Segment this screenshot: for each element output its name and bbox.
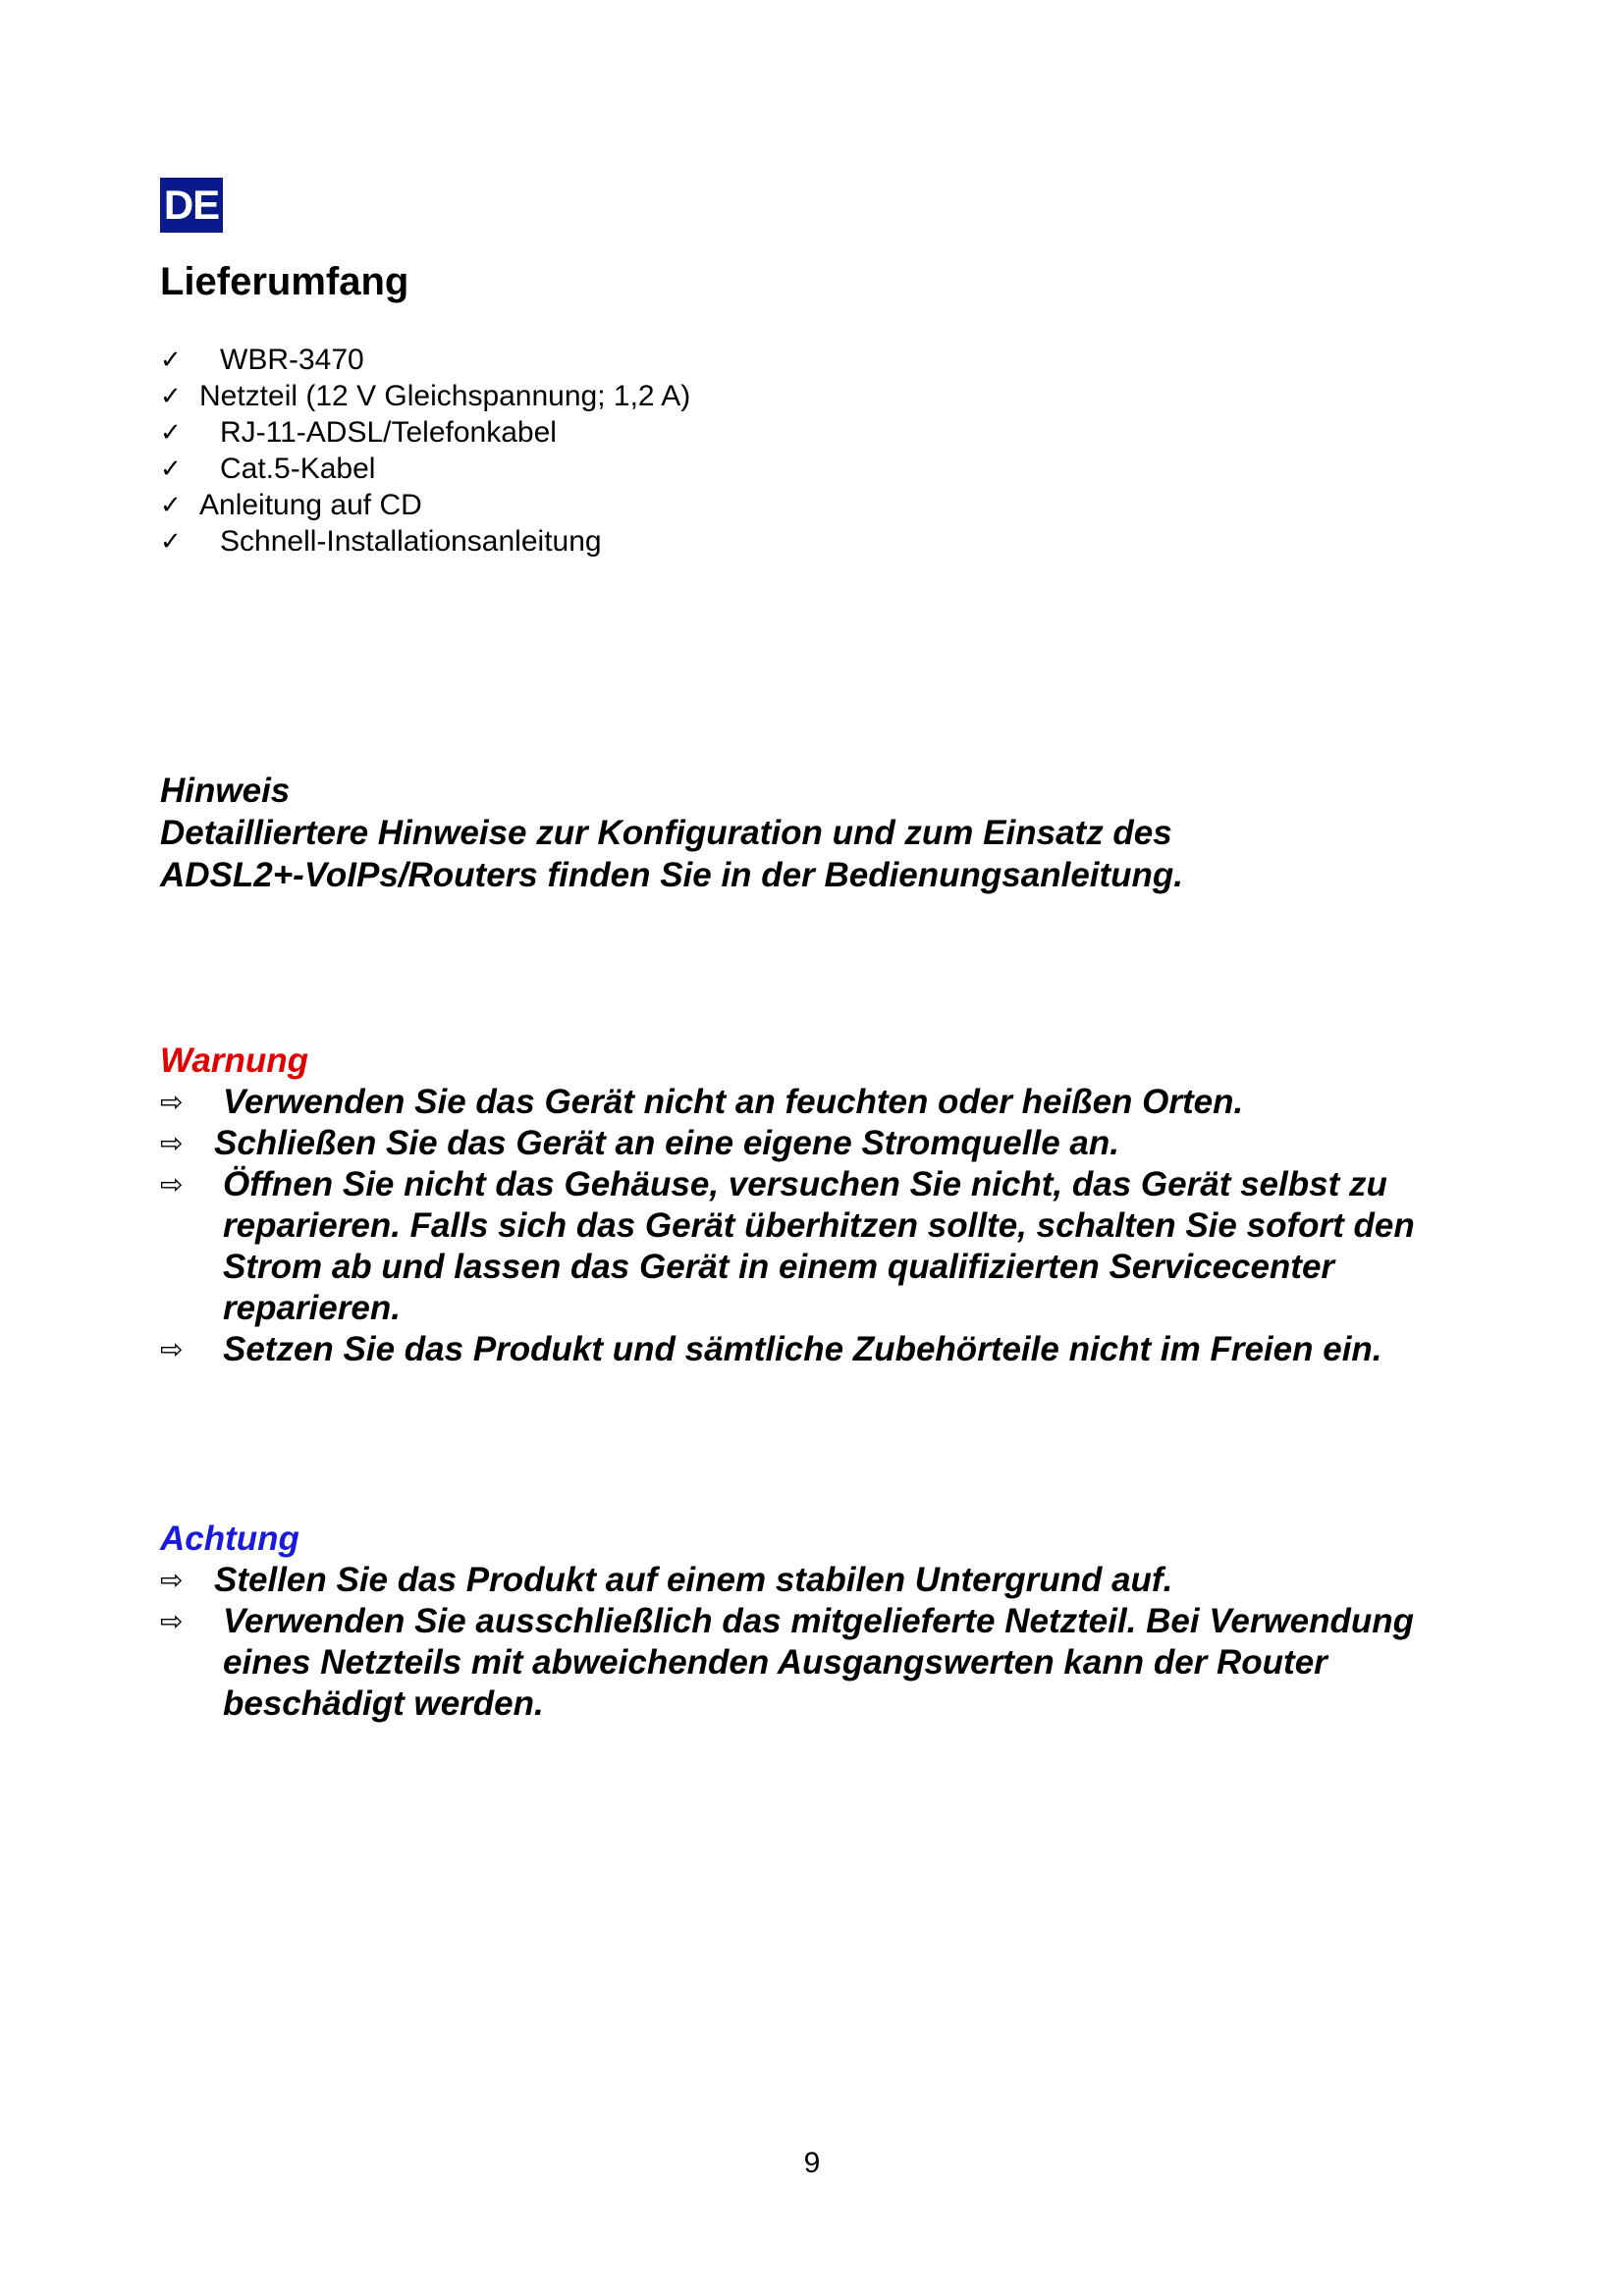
warning-heading: Warnung [160,1041,309,1080]
checkmark-icon: ✓ [160,454,182,483]
list-item-label: Netzteil (12 V Gleichspannung; 1,2 A) [199,380,691,412]
caution-section [160,1519,1495,1725]
arrow-right-icon: ⇨ [160,1087,184,1117]
list-item [160,1329,1495,1370]
list-item [160,1164,1495,1329]
list-item-label: Cat.5-Kabel [220,453,376,485]
caution-heading: Achtung [160,1520,299,1558]
page-number: 9 [803,2147,821,2179]
list-item [160,1560,1495,1601]
note-text-line: Detailliertere Hinweise zur Konfiguration und zum Einsatz des [160,814,1172,852]
page-title: Lieferumfang [160,260,409,303]
note-section [160,771,1495,896]
list-item-label: RJ-11-ADSL/Telefonkabel [220,416,557,449]
checkmark-icon: ✓ [160,490,182,519]
arrow-right-icon: ⇨ [160,1128,184,1158]
checkmark-icon: ✓ [160,381,182,410]
arrow-right-icon: ⇨ [160,1606,184,1636]
list-item-label: Schnell-Installationsanleitung [220,525,602,558]
checkmark-icon: ✓ [160,526,182,556]
arrow-right-icon: ⇨ [160,1334,184,1364]
list-item-label: Anleitung auf CD [199,489,422,521]
warning-section [160,1041,1495,1370]
warning-text: Verwenden Sie das Gerät nicht an feuchten oder heißen Orten. [223,1083,1244,1121]
warning-list [160,1082,1495,1370]
note-heading: Hinweis [160,772,291,810]
list-item-label: WBR-3470 [220,344,364,376]
caution-text: Stellen Sie das Produkt auf einem stabilen Untergrund auf. [214,1561,1173,1599]
warning-text: Öffnen Sie nicht das Gehäuse, versuchen Sie nicht, das Gerät selbst zu reparieren. Falls sich das Gerät überhitzen sollte, schalten Sie sofort den Strom ab und lassen das Gerät in einem qualifizierten Servicecenter reparieren. [223,1165,1415,1327]
checkmark-icon: ✓ [160,417,182,447]
arrow-right-icon: ⇨ [160,1565,184,1595]
list-item [160,1601,1495,1725]
checkmark-icon: ✓ [160,345,182,374]
arrow-right-icon: ⇨ [160,1169,184,1200]
warning-text: Schließen Sie das Gerät an eine eigene Stromquelle an. [214,1124,1119,1162]
list-item [160,1123,1495,1164]
caution-text: Verwenden Sie ausschließlich das mitgelieferte Netzteil. Bei Verwendung eines Netzteils mit abweichenden Ausgangswerten kann der Router beschädigt werden. [223,1602,1415,1723]
language-badge: DE [160,178,223,233]
note-text-line: ADSL2+-VoIPs/Routers finden Sie in der Bedienungsanleitung. [160,856,1184,894]
warning-text: Setzen Sie das Produkt und sämtliche Zubehörteile nicht im Freien ein. [223,1330,1382,1368]
caution-list [160,1560,1495,1725]
list-item [160,1082,1495,1123]
